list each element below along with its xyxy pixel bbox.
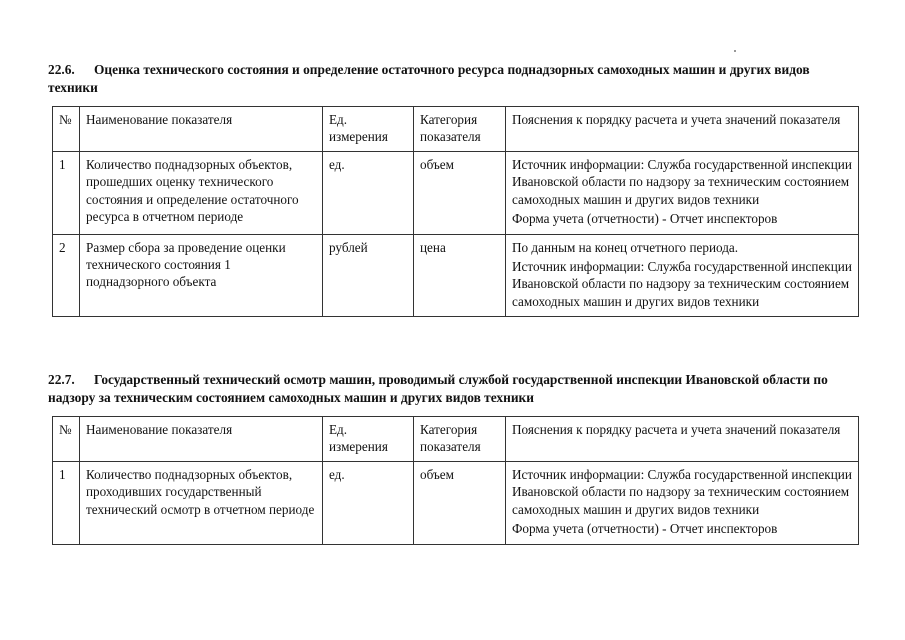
note-line: Источник информации: Служба государственной инспекции Ивановской области по надзору за техническим состоянием самоходных машин и других видов техники <box>512 259 852 309</box>
row-category: объем <box>414 152 506 235</box>
header-name: Наименование показателя <box>80 417 323 462</box>
note-line: Форма учета (отчетности) - Отчет инспекторов <box>512 211 778 227</box>
header-name: Наименование показателя <box>80 107 323 152</box>
header-unit: Ед. измерения <box>323 107 414 152</box>
row-unit: ед. <box>323 462 414 545</box>
row-number: 1 <box>53 462 80 545</box>
indicator-table-22-6 <box>52 106 859 317</box>
header-number: № <box>53 107 80 152</box>
table-row <box>53 234 859 317</box>
scan-speck <box>734 50 736 52</box>
note-line: Источник информации: Служба государственной инспекции Ивановской области по надзору за техническим состоянием самоходных машин и других видов техники <box>512 467 852 517</box>
row-name: Количество поднадзорных объектов, проходивших государственный технический осмотр в отчетном периоде <box>80 462 323 545</box>
section-number: 22.6. <box>48 62 75 77</box>
table-header-row <box>53 417 859 462</box>
row-category: объем <box>414 462 506 545</box>
table-row <box>53 152 859 235</box>
row-notes <box>506 234 859 317</box>
header-unit: Ед. измерения <box>323 417 414 462</box>
row-unit: ед. <box>323 152 414 235</box>
row-category: цена <box>414 234 506 317</box>
header-category: Категория показателя <box>414 107 506 152</box>
section-title-22-6 <box>48 61 854 97</box>
row-notes <box>506 462 859 545</box>
header-notes: Пояснения к порядку расчета и учета значений показателя <box>506 107 859 152</box>
row-number: 1 <box>53 152 80 235</box>
table-row <box>53 462 859 545</box>
header-notes: Пояснения к порядку расчета и учета значений показателя <box>506 417 859 462</box>
header-number: № <box>53 417 80 462</box>
header-category: Категория показателя <box>414 417 506 462</box>
note-line: Источник информации: Служба государственной инспекции Ивановской области по надзору за техническим состоянием самоходных машин и других видов техники <box>512 157 852 207</box>
row-unit: рублей <box>323 234 414 317</box>
table-header-row <box>53 107 859 152</box>
row-name: Количество поднадзорных объектов, прошедших оценку технического состояния и определение остаточного ресурса в отчетном периоде <box>80 152 323 235</box>
row-name: Размер сбора за проведение оценки технического состояния 1 поднадзорного объекта <box>80 234 323 317</box>
note-line: Форма учета (отчетности) - Отчет инспекторов <box>512 521 778 537</box>
section-title-22-7 <box>48 371 854 407</box>
row-number: 2 <box>53 234 80 317</box>
row-notes <box>506 152 859 235</box>
section-number: 22.7. <box>48 372 75 387</box>
section-title-text: Оценка технического состояния и определение остаточного ресурса поднадзорных самоходных машин и других видов техники <box>48 62 810 95</box>
indicator-table-22-7 <box>52 416 859 545</box>
note-line: По данным на конец отчетного периода. <box>512 239 739 255</box>
section-title-text: Государственный технический осмотр машин, проводимый службой государственной инспекции Ивановской области по надзору за техническим состоянием самоходных машин и других видов техники <box>48 372 828 405</box>
